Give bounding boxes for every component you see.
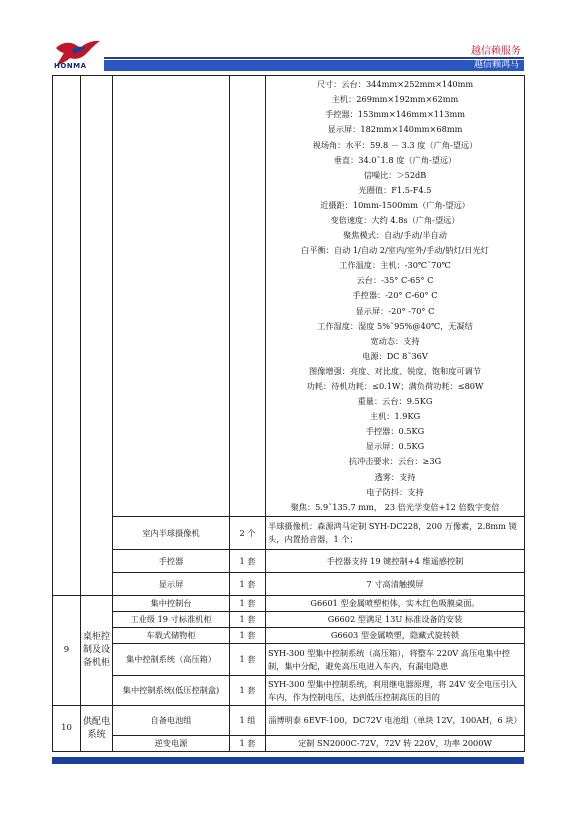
- spec-line: 尺寸：云台：344mm×252mm×140mm: [316, 79, 474, 90]
- item-name-cell: 集中控制系统(低压控制盒): [113, 676, 230, 706]
- qty-cell: 1 套: [230, 573, 266, 596]
- qty-cell: 1 套: [230, 596, 266, 612]
- header-rule: [104, 57, 524, 59]
- item-name-cell: [113, 76, 230, 517]
- qty-cell: 2 个: [230, 517, 266, 550]
- qty-cell: 1 套: [230, 676, 266, 706]
- table-row: [53, 517, 525, 550]
- spec-line: 主机：269mm×192mm×62mm: [331, 94, 459, 105]
- table-row: [53, 550, 525, 573]
- spec-line: 显示屏：-20° -70° C: [355, 305, 435, 316]
- table-row: [53, 573, 525, 596]
- system-cell: [81, 76, 113, 596]
- brand-subslogan: 越信赖鸿马: [473, 60, 519, 70]
- spec-line: 光圈值：F1.5-F4.5: [358, 184, 432, 195]
- footer-rule: [52, 757, 524, 764]
- spec-line: 宽动态：支持: [370, 335, 420, 346]
- table-row: [53, 76, 525, 517]
- desc-cell: 手控器支持 19 键控制+4 维遥感控制: [266, 550, 525, 573]
- qty-cell: 1 套: [230, 736, 266, 752]
- item-name-cell: 显示屏: [113, 573, 230, 596]
- desc-cell: G6601 型金属喷塑柜体，实木红色吸膜桌面。: [266, 596, 525, 612]
- spec-line: 手控器：0.5KG: [365, 426, 425, 437]
- row-number-cell: [53, 76, 81, 596]
- item-name-cell: 集中控制台: [113, 596, 230, 612]
- qty-cell: 1 套: [230, 628, 266, 644]
- equipment-spec-table: [52, 75, 525, 752]
- spec-line: 手控器：153mm×146mm×113mm: [325, 109, 465, 120]
- qty-cell: 1 套: [230, 550, 266, 573]
- item-name-cell: 自备电池组: [113, 706, 230, 736]
- spec-line: 工作温度：主机：-30℃˜70℃: [339, 260, 451, 271]
- qty-cell: [230, 76, 266, 517]
- spec-line: 视场角：水平：59.8 － 3.3 度（广角-望远）: [312, 139, 478, 150]
- system-cell: 桌柜控制及设备机柜: [81, 596, 113, 706]
- item-name-cell: 手控器: [113, 550, 230, 573]
- spec-line: 白平衡：自动 1/自动 2/室内/室外/手动/钠灯/日光灯: [301, 245, 489, 256]
- desc-cell: SYH-300 型集中控制系统，利用继电器原理，将 24V 安全电压引入车内，作为控制电压，达到低压控制高压的目的: [266, 676, 525, 706]
- spec-line: 垂直：34.0˜1.8 度（广角-望远）: [333, 154, 457, 165]
- spec-line: 电源：DC 8˜36V: [362, 350, 428, 361]
- desc-cell: 淄博明泰 6EVF-100，DC72V 电池组（单块 12V，100AH，6 块）: [266, 706, 525, 736]
- spec-line: 近摄距：10mm-1500mm（广角-望远）: [320, 199, 470, 210]
- spec-line: 手控器：-20° C-60° C: [352, 290, 438, 301]
- spec-line: 功耗：待机功耗：≤0.1W；满负荷功耗：≤80W: [306, 381, 484, 392]
- table-row: [53, 706, 525, 736]
- system-cell: 供配电系统: [81, 706, 113, 752]
- spec-line: 显示屏：0.5KG: [365, 441, 425, 452]
- qty-cell: 1 组: [230, 706, 266, 736]
- item-name-cell: 室内半球摄像机: [113, 517, 230, 550]
- qty-cell: 1 套: [230, 612, 266, 628]
- desc-cell: 半球摄像机：森源鸿马定制 SYH-DC228，200 万像素，2.8mm 镜头，内置拾音器，1 个；: [266, 517, 525, 550]
- item-name-cell: 集中控制系统（高压箱）: [113, 644, 230, 676]
- camera-specs-cell: [266, 76, 525, 517]
- table-row: [53, 612, 525, 628]
- desc-cell: G6603 型金属喷塑，隐藏式旋转锁: [266, 628, 525, 644]
- spec-line: 工作湿度：湿度 5%˜95%@40℃，无凝结: [317, 320, 473, 331]
- spec-line: 聚焦模式：自动/手动/半自动: [343, 230, 447, 241]
- item-name-cell: 工业级 19 寸标准机柜: [113, 612, 230, 628]
- brand-slogan: 越信赖服务: [471, 46, 521, 57]
- row-number-cell: 10: [53, 706, 81, 752]
- qty-cell: 1 套: [230, 644, 266, 676]
- spec-line: 图像增强：亮度、对比度、锐度、饱和度可调节: [309, 365, 481, 376]
- logo-text: HONMA: [54, 62, 87, 70]
- spec-line: 电子防抖：支持: [366, 486, 424, 497]
- item-name-cell: 逆变电源: [113, 736, 230, 752]
- spec-line: 信噪比：＞52dB: [363, 169, 427, 180]
- desc-cell: G6602 型满足 13U 标准设备的安装: [266, 612, 525, 628]
- spec-line: 抗冲击要求：云台：≥3G: [348, 456, 442, 467]
- table-row: [53, 676, 525, 706]
- spec-line: 聚焦：5.9˜135.7 mm， 23 倍光学变倍+12 倍数字变倍: [290, 501, 500, 512]
- table-row: [53, 736, 525, 752]
- header-band: [104, 60, 524, 71]
- table-row: [53, 596, 525, 612]
- desc-cell: 定制 SN2000C-72V，72V 转 220V，功率 2000W: [266, 736, 525, 752]
- spec-line: 重量：云台：9.5KG: [357, 396, 433, 407]
- row-number-cell: 9: [53, 596, 81, 706]
- desc-cell: 7 寸高清触摸屏: [266, 573, 525, 596]
- item-name-cell: 车载式储物柜: [113, 628, 230, 644]
- table-row: [53, 628, 525, 644]
- spec-line: 主机：1.9KG: [369, 411, 421, 422]
- table-row: [53, 644, 525, 676]
- spec-line: 显示屏：182mm×140mm×68mm: [327, 124, 463, 135]
- page-header: [0, 0, 585, 75]
- spec-line: 云台：-35° C-65° C: [356, 275, 434, 286]
- spec-line: 透雾：支持: [374, 471, 416, 482]
- spec-line: 变倍速度：大约 4.8s（广角-望远）: [330, 214, 460, 225]
- desc-cell: SYH-300 型集中控制系统（高压箱），将整车 220V 高压电集中控制，集中分配，避免高压电进入车内，有漏电隐患: [266, 644, 525, 676]
